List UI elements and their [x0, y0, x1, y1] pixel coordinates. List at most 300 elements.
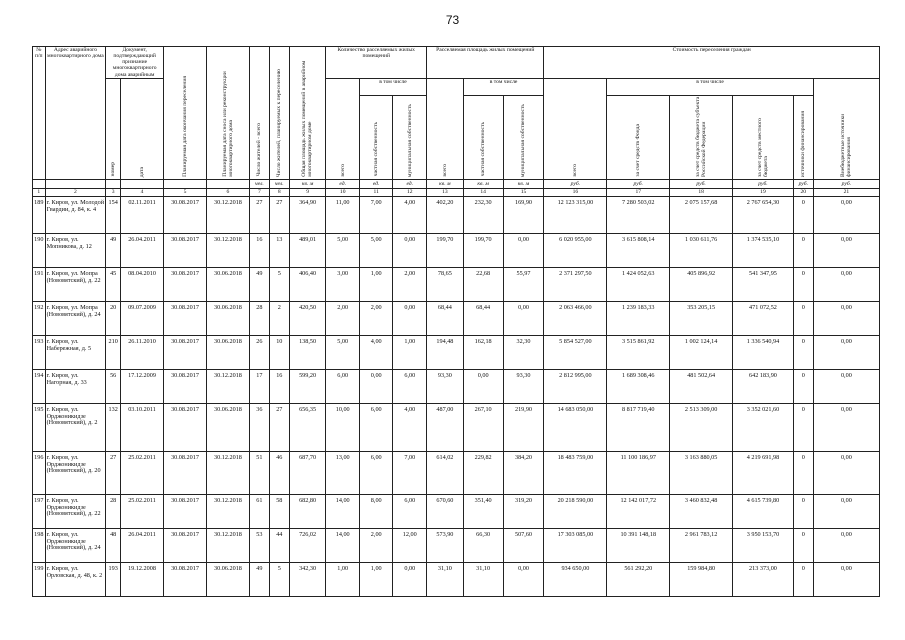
column-number-cell: 9	[289, 188, 326, 196]
header-count-incl: в том числе	[359, 78, 426, 95]
unit-cell	[164, 179, 207, 188]
unit-cell	[121, 179, 164, 188]
cell-rp: 46	[269, 451, 289, 494]
cell-s-fund: 11 100 186,97	[607, 451, 670, 494]
cell-s-subj: 2 513 309,00	[670, 403, 733, 451]
column-number-cell: 4	[121, 188, 164, 196]
unit-cell: кв. м	[427, 179, 464, 188]
cell-c-priv: 5,00	[359, 233, 393, 267]
cell-area: 420,50	[289, 301, 326, 335]
cell-area: 687,70	[289, 451, 326, 494]
cell-a-priv: 267,10	[463, 403, 503, 451]
cell-rp: 16	[269, 369, 289, 403]
unit-cell: руб.	[733, 179, 794, 188]
header-cost-incl: в том числе	[607, 78, 813, 95]
cell-s-loc: 4 219 691,98	[733, 451, 794, 494]
cell-c-priv: 6,00	[359, 451, 393, 494]
unit-cell: кв. м	[503, 179, 544, 188]
cell-s-src: 0	[793, 335, 813, 369]
cell-docd: 02.11.2011	[121, 196, 164, 233]
cell-addr: г. Киров, ул. Молодой Гвардии, д. 84, к. 4	[45, 196, 106, 233]
cell-reloc: 30.08.2017	[164, 451, 207, 494]
cell-c-all: 10,00	[326, 403, 360, 451]
cell-s-nb: 0,00	[813, 196, 879, 233]
cell-a-priv: 66,30	[463, 528, 503, 562]
cell-c-priv: 2,00	[359, 528, 393, 562]
column-number-cell: 2	[45, 188, 106, 196]
cell-docn: 56	[106, 369, 121, 403]
table-row	[33, 335, 880, 369]
cell-demol: 30.06.2018	[206, 301, 249, 335]
unit-cell	[33, 179, 46, 188]
cell-demol: 30.06.2018	[206, 267, 249, 301]
cell-n: 191	[33, 267, 46, 301]
table-body	[33, 196, 880, 596]
header-area-private: частная собственность	[463, 95, 503, 179]
header-non-budget: Внебюджетные источники финансирования	[813, 78, 879, 179]
unit-cell: руб.	[813, 179, 879, 188]
cell-s-subj: 353 205,15	[670, 301, 733, 335]
cell-c-all: 1,00	[326, 562, 360, 596]
cell-addr: г. Киров, ул. Набережная, д. 5	[45, 335, 106, 369]
cell-a-mun: 507,60	[503, 528, 544, 562]
header-planned-relocation: Планируемая дата окончания переселения	[164, 47, 207, 180]
cell-reloc: 30.08.2017	[164, 301, 207, 335]
cell-c-priv: 0,00	[359, 369, 393, 403]
cell-c-mun: 2,00	[393, 267, 427, 301]
column-number-cell: 5	[164, 188, 207, 196]
cell-a-priv: 68,44	[463, 301, 503, 335]
header-count-total: всего	[326, 78, 360, 179]
cell-addr: г. Киров, ул. Орджоникидзе (Нововятский), д. 20	[45, 451, 106, 494]
cell-docd: 25.02.2011	[121, 451, 164, 494]
cell-a-priv: 232,30	[463, 196, 503, 233]
cell-a-mun: 0,00	[503, 233, 544, 267]
cell-docn: 210	[106, 335, 121, 369]
cell-docd: 26.11.2010	[121, 335, 164, 369]
cell-a-all: 199,70	[427, 233, 464, 267]
unit-cell: чел.	[249, 179, 269, 188]
cell-a-all: 614,02	[427, 451, 464, 494]
cell-n: 193	[33, 335, 46, 369]
cell-s-nb: 0,00	[813, 403, 879, 451]
unit-cell: чел.	[269, 179, 289, 188]
cell-a-priv: 31,10	[463, 562, 503, 596]
cell-c-all: 6,00	[326, 369, 360, 403]
column-number-cell: 7	[249, 188, 269, 196]
unit-cell: кв. м	[289, 179, 326, 188]
cell-s-nb: 0,00	[813, 267, 879, 301]
cell-a-all: 78,65	[427, 267, 464, 301]
column-number-cell: 12	[393, 188, 427, 196]
cell-c-priv: 6,00	[359, 403, 393, 451]
column-number-cell: 18	[670, 188, 733, 196]
cell-docn: 28	[106, 494, 121, 528]
cell-reloc: 30.08.2017	[164, 267, 207, 301]
cell-docd: 08.04.2010	[121, 267, 164, 301]
cell-a-priv: 162,18	[463, 335, 503, 369]
cell-docd: 09.07.2009	[121, 301, 164, 335]
cell-c-all: 14,00	[326, 494, 360, 528]
column-number-cell: 13	[427, 188, 464, 196]
cell-reloc: 30.08.2017	[164, 335, 207, 369]
cell-s-fund: 1 424 052,63	[607, 267, 670, 301]
units-row	[33, 179, 880, 188]
cell-s-fund: 1 689 308,46	[607, 369, 670, 403]
cell-s-nb: 0,00	[813, 528, 879, 562]
cell-c-priv: 8,00	[359, 494, 393, 528]
cell-docn: 20	[106, 301, 121, 335]
cell-a-priv: 229,82	[463, 451, 503, 494]
cell-s-loc: 1 336 540,94	[733, 335, 794, 369]
cell-a-all: 402,20	[427, 196, 464, 233]
cell-docn: 48	[106, 528, 121, 562]
cell-s-src: 0	[793, 451, 813, 494]
cell-c-all: 11,00	[326, 196, 360, 233]
cell-n: 196	[33, 451, 46, 494]
cell-s-fund: 12 142 017,72	[607, 494, 670, 528]
cell-c-priv: 1,00	[359, 562, 393, 596]
cell-c-mun: 4,00	[393, 196, 427, 233]
cell-demol: 30.12.2018	[206, 196, 249, 233]
header-count-municipal: муниципальная собственность	[393, 95, 427, 179]
cell-s-nb: 0,00	[813, 335, 879, 369]
cell-s-fund: 3 515 861,92	[607, 335, 670, 369]
relocation-table	[32, 46, 880, 597]
header-residents-planned: Число жителей, планируемых к переселению	[269, 47, 289, 180]
cell-demol: 30.12.2018	[206, 233, 249, 267]
cell-rp: 27	[269, 403, 289, 451]
cell-s-loc: 1 374 535,10	[733, 233, 794, 267]
cell-rp: 2	[269, 301, 289, 335]
cell-n: 198	[33, 528, 46, 562]
unit-cell: руб.	[544, 179, 607, 188]
table-row	[33, 494, 880, 528]
header-total-area: Общая площадь жилых помещений в аварийном многоквартирном доме	[289, 47, 326, 180]
cell-docd: 17.12.2009	[121, 369, 164, 403]
cell-reloc: 30.08.2017	[164, 369, 207, 403]
cell-s-src: 0	[793, 562, 813, 596]
cell-s-fund: 7 280 503,02	[607, 196, 670, 233]
cell-n: 195	[33, 403, 46, 451]
cell-n: 197	[33, 494, 46, 528]
unit-cell: руб.	[607, 179, 670, 188]
cell-rt: 61	[249, 494, 269, 528]
cell-docd: 26.04.2011	[121, 233, 164, 267]
cell-s-nb: 0,00	[813, 494, 879, 528]
header-subject-budget: за счет средств бюджета субъекта Российской Федерации	[670, 95, 733, 179]
cell-demol: 30.12.2018	[206, 451, 249, 494]
cell-a-mun: 0,00	[503, 562, 544, 596]
header-num: № п/п	[33, 47, 46, 180]
cell-docd: 26.04.2011	[121, 528, 164, 562]
column-number-cell: 3	[106, 188, 121, 196]
unit-cell: ед.	[359, 179, 393, 188]
cell-s-subj: 481 502,64	[670, 369, 733, 403]
cell-addr: г. Киров, ул. Орджоникидзе (Нововятский), д. 22	[45, 494, 106, 528]
unit-cell: ед.	[393, 179, 427, 188]
unit-cell	[206, 179, 249, 188]
cell-s-subj: 3 163 880,05	[670, 451, 733, 494]
cell-demol: 30.06.2018	[206, 562, 249, 596]
header-rooms-area: Расселяемая площадь жилых помещений	[427, 47, 544, 79]
unit-cell	[106, 179, 121, 188]
header-planned-demolition: Планируемая дата сноса или реконструкции многоквартирного дома	[206, 47, 249, 180]
cell-c-mun: 1,00	[393, 335, 427, 369]
cell-docn: 49	[106, 233, 121, 267]
header-doc-number: номер	[106, 78, 121, 179]
column-number-cell: 17	[607, 188, 670, 196]
cell-area: 726,02	[289, 528, 326, 562]
cell-a-all: 68,44	[427, 301, 464, 335]
table-row	[33, 528, 880, 562]
cell-a-all: 93,30	[427, 369, 464, 403]
cell-c-mun: 4,00	[393, 403, 427, 451]
column-numbers-row	[33, 188, 880, 196]
column-number-cell: 11	[359, 188, 393, 196]
cell-s-loc: 213 373,00	[733, 562, 794, 596]
cell-reloc: 30.08.2017	[164, 528, 207, 562]
table-row	[33, 369, 880, 403]
cell-reloc: 30.08.2017	[164, 494, 207, 528]
cell-a-all: 573,90	[427, 528, 464, 562]
column-number-cell: 21	[813, 188, 879, 196]
cell-s-src: 0	[793, 233, 813, 267]
cell-docn: 45	[106, 267, 121, 301]
cell-s-fund: 561 292,20	[607, 562, 670, 596]
cell-a-priv: 22,68	[463, 267, 503, 301]
cell-s-all: 6 020 955,00	[544, 233, 607, 267]
cell-docn: 132	[106, 403, 121, 451]
column-number-cell: 8	[269, 188, 289, 196]
cell-docn: 27	[106, 451, 121, 494]
cell-s-src: 0	[793, 369, 813, 403]
cell-s-all: 2 371 297,50	[544, 267, 607, 301]
cell-rt: 17	[249, 369, 269, 403]
cell-rt: 53	[249, 528, 269, 562]
cell-s-loc: 541 347,95	[733, 267, 794, 301]
column-number-cell: 19	[733, 188, 794, 196]
header-area-incl: в том числе	[463, 78, 544, 95]
cell-demol: 30.06.2018	[206, 403, 249, 451]
cell-s-src: 0	[793, 528, 813, 562]
cell-s-loc: 4 615 739,80	[733, 494, 794, 528]
cell-rt: 16	[249, 233, 269, 267]
cell-area: 656,35	[289, 403, 326, 451]
cell-s-nb: 0,00	[813, 369, 879, 403]
cell-s-all: 20 218 590,00	[544, 494, 607, 528]
cell-rt: 51	[249, 451, 269, 494]
cell-addr: г. Киров, ул. Нагорная, д. 33	[45, 369, 106, 403]
cell-a-priv: 0,00	[463, 369, 503, 403]
table-row	[33, 233, 880, 267]
header-local-budget: за счет средств местного бюджета	[733, 95, 794, 179]
cell-c-mun: 0,00	[393, 233, 427, 267]
cell-s-loc: 2 767 654,30	[733, 196, 794, 233]
cell-demol: 30.12.2018	[206, 369, 249, 403]
cell-docn: 154	[106, 196, 121, 233]
cell-s-loc: 471 072,52	[733, 301, 794, 335]
cell-a-mun: 219,90	[503, 403, 544, 451]
cell-addr: г. Киров, ул. Орловская, д. 48, к. 2	[45, 562, 106, 596]
cell-s-subj: 405 896,92	[670, 267, 733, 301]
cell-c-mun: 6,00	[393, 494, 427, 528]
cell-a-all: 670,60	[427, 494, 464, 528]
cell-docd: 25.02.2011	[121, 494, 164, 528]
cell-rp: 58	[269, 494, 289, 528]
cell-addr: г. Киров, ул. Орджоникидзе (Нововятский), д. 2	[45, 403, 106, 451]
header-rooms-count: Количество расселяемых жилых помещений	[326, 47, 427, 79]
table-row	[33, 267, 880, 301]
cell-rp: 44	[269, 528, 289, 562]
cell-rt: 49	[249, 267, 269, 301]
cell-s-all: 2 812 995,00	[544, 369, 607, 403]
cell-s-src: 0	[793, 494, 813, 528]
column-number-cell: 1	[33, 188, 46, 196]
cell-rt: 49	[249, 562, 269, 596]
cell-n: 189	[33, 196, 46, 233]
cell-a-priv: 199,70	[463, 233, 503, 267]
cell-s-fund: 8 817 719,40	[607, 403, 670, 451]
header-doc-date: дата	[121, 78, 164, 179]
column-number-cell: 16	[544, 188, 607, 196]
cell-n: 192	[33, 301, 46, 335]
cell-c-mun: 0,00	[393, 301, 427, 335]
cell-a-mun: 55,97	[503, 267, 544, 301]
cell-addr: г. Киров, ул. Мопникова, д. 12	[45, 233, 106, 267]
page-number: 73	[445, 13, 460, 27]
cell-s-loc: 3 950 153,70	[733, 528, 794, 562]
cell-docd: 03.10.2011	[121, 403, 164, 451]
cell-rt: 26	[249, 335, 269, 369]
unit-cell: ед.	[326, 179, 360, 188]
cell-c-all: 13,00	[326, 451, 360, 494]
cell-c-mun: 7,00	[393, 451, 427, 494]
cell-a-mun: 384,20	[503, 451, 544, 494]
cell-s-all: 18 483 759,00	[544, 451, 607, 494]
cell-rp: 10	[269, 335, 289, 369]
cell-n: 194	[33, 369, 46, 403]
cell-s-fund: 10 391 148,18	[607, 528, 670, 562]
table-row	[33, 196, 880, 233]
column-number-cell: 10	[326, 188, 360, 196]
cell-a-mun: 32,30	[503, 335, 544, 369]
cell-area: 682,80	[289, 494, 326, 528]
cell-c-all: 14,00	[326, 528, 360, 562]
cell-addr: г. Киров, ул. Орджоникидзе (Нововятский), д. 24	[45, 528, 106, 562]
cell-a-mun: 0,00	[503, 301, 544, 335]
cell-s-loc: 642 183,90	[733, 369, 794, 403]
cell-s-subj: 3 460 832,48	[670, 494, 733, 528]
cell-s-all: 2 063 466,00	[544, 301, 607, 335]
cell-rt: 27	[249, 196, 269, 233]
cell-s-nb: 0,00	[813, 233, 879, 267]
table-row	[33, 301, 880, 335]
cell-s-all: 17 303 085,00	[544, 528, 607, 562]
header-area-total: всего	[427, 78, 464, 179]
cell-c-all: 5,00	[326, 233, 360, 267]
cell-c-mun: 0,00	[393, 562, 427, 596]
header-cost: Стоимость переселения граждан	[544, 47, 880, 79]
column-number-cell: 14	[463, 188, 503, 196]
cell-s-nb: 0,00	[813, 301, 879, 335]
cell-c-priv: 1,00	[359, 267, 393, 301]
cell-n: 190	[33, 233, 46, 267]
cell-c-priv: 7,00	[359, 196, 393, 233]
cell-area: 364,90	[289, 196, 326, 233]
cell-s-src: 0	[793, 196, 813, 233]
cell-a-all: 487,00	[427, 403, 464, 451]
unit-cell	[45, 179, 106, 188]
table-row	[33, 403, 880, 451]
cell-rp: 13	[269, 233, 289, 267]
cell-rp: 27	[269, 196, 289, 233]
cell-c-all: 5,00	[326, 335, 360, 369]
cell-s-nb: 0,00	[813, 562, 879, 596]
cell-demol: 30.12.2018	[206, 528, 249, 562]
cell-a-mun: 169,90	[503, 196, 544, 233]
cell-n: 199	[33, 562, 46, 596]
unit-cell: руб.	[670, 179, 733, 188]
cell-s-all: 5 854 527,00	[544, 335, 607, 369]
cell-rt: 28	[249, 301, 269, 335]
header-residents-total: Число жителей - всего	[249, 47, 269, 180]
cell-reloc: 30.08.2017	[164, 403, 207, 451]
cell-a-mun: 93,30	[503, 369, 544, 403]
cell-c-all: 3,00	[326, 267, 360, 301]
cell-reloc: 30.08.2017	[164, 562, 207, 596]
cell-s-subj: 159 984,80	[670, 562, 733, 596]
table-row	[33, 562, 880, 596]
cell-s-src: 0	[793, 301, 813, 335]
header-count-private: частная собственность	[359, 95, 393, 179]
cell-a-mun: 319,20	[503, 494, 544, 528]
table-row	[33, 451, 880, 494]
cell-demol: 30.06.2018	[206, 335, 249, 369]
cell-c-priv: 2,00	[359, 301, 393, 335]
cell-docd: 19.12.2008	[121, 562, 164, 596]
cell-s-fund: 3 615 808,14	[607, 233, 670, 267]
cell-demol: 30.12.2018	[206, 494, 249, 528]
cell-addr: г. Киров, ул. Мопра (Нововятский), д. 22	[45, 267, 106, 301]
cell-s-subj: 1 002 124,14	[670, 335, 733, 369]
cell-rp: 5	[269, 562, 289, 596]
cell-area: 138,50	[289, 335, 326, 369]
column-number-cell: 15	[503, 188, 544, 196]
cell-s-all: 934 650,00	[544, 562, 607, 596]
cell-area: 489,01	[289, 233, 326, 267]
cell-s-all: 14 683 050,00	[544, 403, 607, 451]
cell-area: 599,20	[289, 369, 326, 403]
cell-c-mun: 12,00	[393, 528, 427, 562]
column-number-cell: 20	[793, 188, 813, 196]
cell-reloc: 30.08.2017	[164, 196, 207, 233]
cell-rp: 5	[269, 267, 289, 301]
cell-s-loc: 3 352 021,60	[733, 403, 794, 451]
header-extra-sources: источники финансирования	[793, 95, 813, 179]
cell-s-subj: 1 030 611,76	[670, 233, 733, 267]
cell-area: 342,30	[289, 562, 326, 596]
cell-s-src: 0	[793, 267, 813, 301]
header-area-municipal: муниципальная собственность	[503, 95, 544, 179]
cell-docn: 193	[106, 562, 121, 596]
header-cost-total: всего	[544, 78, 607, 179]
cell-s-src: 0	[793, 403, 813, 451]
header-document: Документ, подтверждающий признание многоквартирного дома аварийным	[106, 47, 164, 79]
header-fund: за счет средств Фонда	[607, 95, 670, 179]
cell-a-all: 31,10	[427, 562, 464, 596]
cell-s-all: 12 123 315,00	[544, 196, 607, 233]
